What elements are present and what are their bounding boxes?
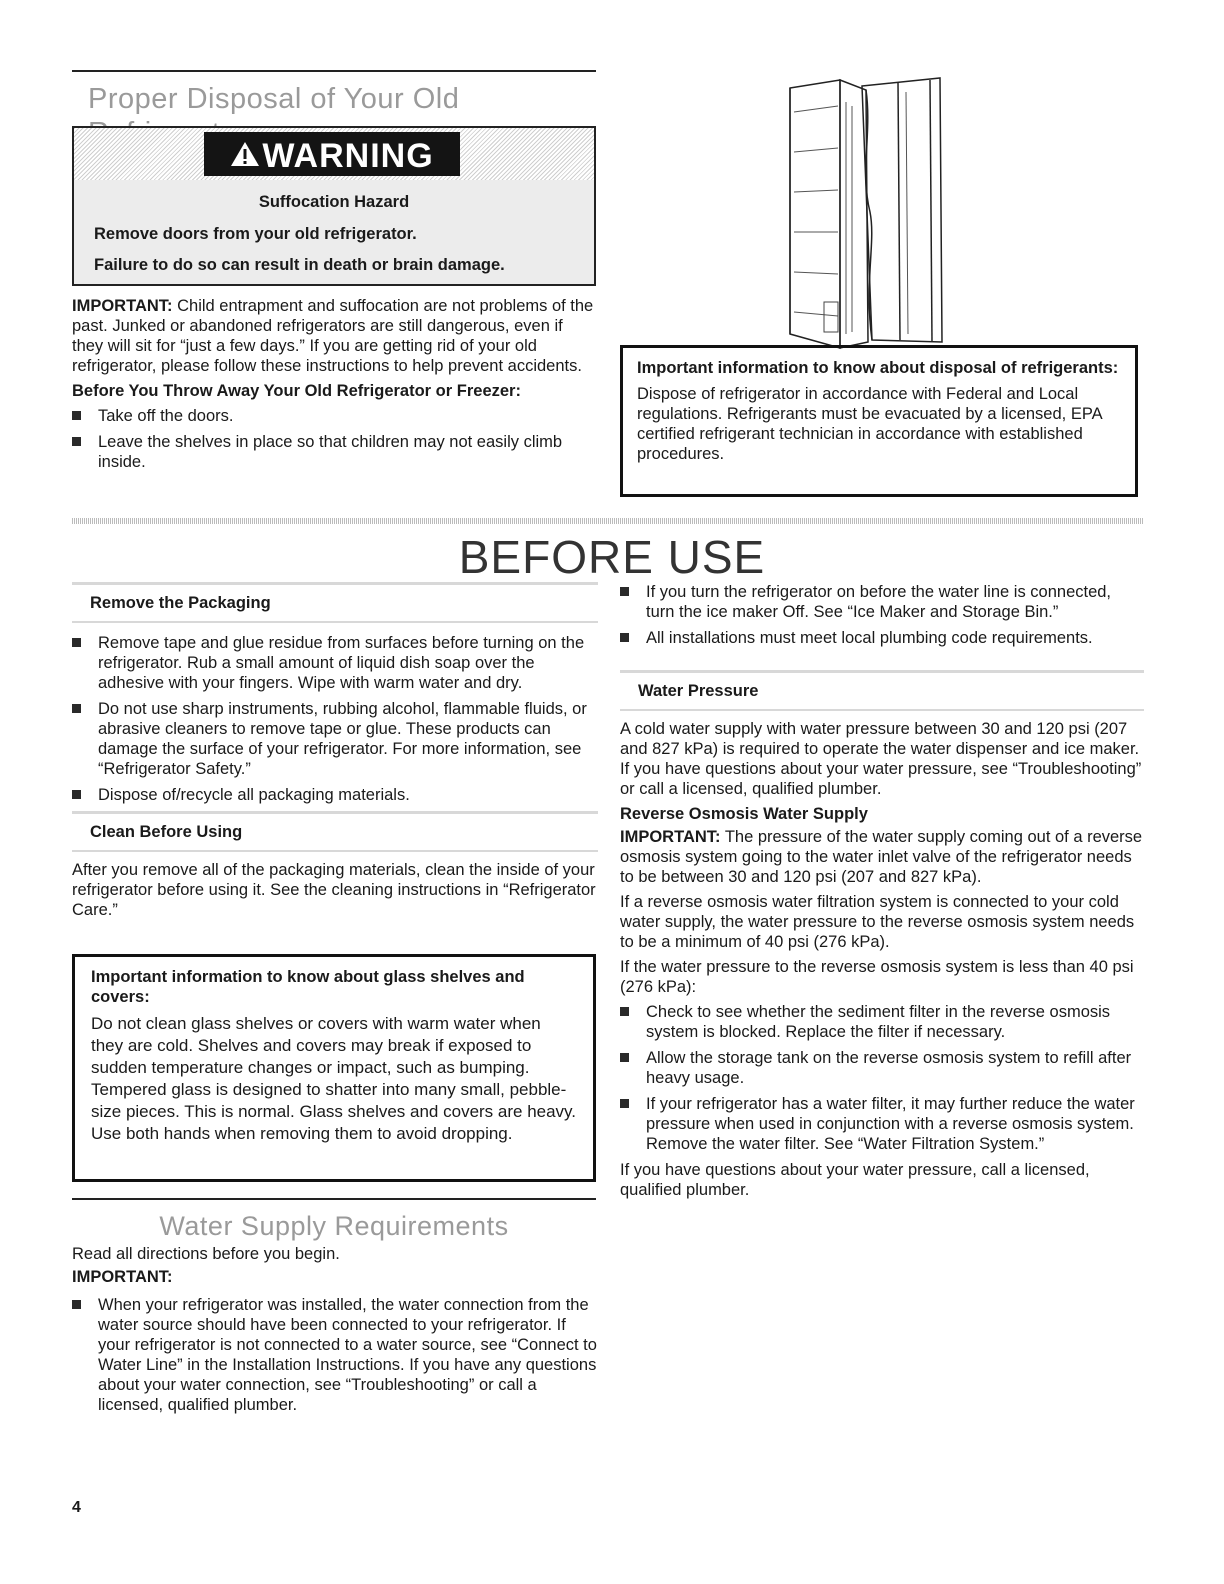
warning-line1: Remove doors from your old refrigerator. [94,225,417,243]
water-supply-title: Water Supply Requirements [159,1211,509,1241]
clean-before-heading: Clean Before Using [90,823,243,841]
disposal-title-rule [72,70,596,72]
ro-paragraph-3: If the water pressure to the reverse osmosis system is less than 40 psi (276 kPa): [620,958,1134,996]
disposal-important [72,296,598,376]
disposal-bullets [72,406,598,472]
warning-hazard: Suffocation Hazard [258,193,410,211]
water-pressure-closing: If you have questions about your water pressure, call a licensed, qualified plumber. [620,1161,1090,1199]
list-item: When your refrigerator was installed, the water connection from the water source should have been connected to your refrigerator. If your refrigerator is not connected to a water source, see “Connect to Water Line” in the Installation Instructions. If you have any questions about your water connection, see “Troubleshooting” or call a licensed, qualified plumber. [72,1295,598,1415]
water-supply-body [72,1244,598,1421]
page-number: 4 [72,1499,81,1516]
packaging-bullets [72,633,598,805]
list-item: Take off the doors. [72,406,598,426]
ro-heading: Reverse Osmosis Water Supply [620,805,868,823]
ro-important-label: IMPORTANT: [620,828,721,846]
refrigerant-text: Dispose of refrigerator in accordance with Federal and Local regulations. Refrigerants must be evacuated by a licensed, EPA certified refrigerant technician in accordance with established procedures. [637,385,1102,463]
list-item: Remove tape and glue residue from surfaces before turning on the refrigerator. Rub a small amount of liquid dish soap over the adhesive with your fingers. Wipe with warm water and dry. [72,633,598,693]
before-use-title: BEFORE USE [458,531,766,583]
refrigerant-info-box [620,345,1138,497]
clean-before-text: After you remove all of the packaging materials, clean the inside of your refrigerator before using it. See the cleaning instructions in “Refrigerator Care.” [72,861,596,919]
warning-banner-text: WARNING [262,137,434,176]
disposal-title: Proper Disposal of Your Old [88,83,460,115]
disposal-body [72,296,598,478]
refrigerator-icon [780,72,960,362]
glass-heading: Important information to know about glass shelves and covers: [91,968,525,1006]
before-throw-heading: Before You Throw Away Your Old Refrigerator or Freezer: [72,382,521,400]
warning-triangle-icon [230,134,260,178]
list-item: Do not use sharp instruments, rubbing alcohol, flammable fluids, or abrasive cleaners to remove tape or glue. These products can damage the surface of your refrigerator. For more information, see “Refrigerator Safety.” [72,699,598,779]
water-supply-important: IMPORTANT: [72,1268,173,1286]
warning-banner [204,132,460,176]
important-text: Child entrapment and suffocation are not problems of the past. Junked or abandoned refrigerators are still dangerous, even if they will sit for “just a few days.” If you are getting rid of your old refrigerator, please follow these instructions to help prevent accidents. [72,297,594,375]
list-item: All installations must meet local plumbing code requirements. [620,628,1144,648]
list-item: If you turn the refrigerator on before the water line is connected, turn the ice maker Off. See “Ice Maker and Storage Bin.” [620,582,1144,622]
refrigerant-heading: Important information to know about disposal of refrigerants: [637,359,1119,377]
warning-line2: Failure to do so can result in death or brain damage. [94,256,505,274]
water-pressure-text: A cold water supply with water pressure between 30 and 120 psi (207 and 827 kPa) is required to operate the water dispenser and ice maker. If you have questions about your water pressure, see “Troubleshooting” or call a licensed, qualified plumber. [620,720,1142,798]
refrigerator-illustration [780,72,960,362]
water-supply-intro: Read all directions before you begin. [72,1245,340,1263]
list-item: Allow the storage tank on the reverse osmosis system to refill after heavy usage. [620,1048,1144,1088]
water-supply-bullets-continued [620,582,1144,648]
ro-paragraph-2: If a reverse osmosis water filtration system is connected to your cold water supply, the water pressure to the reverse osmosis system needs to be a minimum of 40 psi (276 kPa). [620,893,1135,951]
ro-important-text: The pressure of the water supply coming out of a reverse osmosis system going to the water inlet valve of the refrigerator needs to be between 30 and 120 psi (207 and 827 kPa). [620,828,1143,886]
list-item: Dispose of/recycle all packaging materials. [72,785,598,805]
left-column [72,582,598,925]
ro-bullets [620,1002,1144,1154]
water-supply-bullets [72,1295,598,1415]
water-pressure-header [620,670,1144,711]
remove-packaging-header [72,582,598,623]
section-divider [72,518,1144,524]
clean-before-header [72,811,598,852]
right-column [620,582,1144,1205]
glass-text: Do not clean glass shelves or covers with warm water when they are cold. Shelves and covers may break if exposed to sudden temperature changes or impact, such as bumping. Tempered glass is designed to shatter into many small, pebble-size pieces. This is normal. Glass shelves and covers are heavy. Use both hands when removing them to avoid dropping. [91,1014,577,1143]
glass-info-box [72,954,596,1182]
list-item: If your refrigerator has a water filter, it may further reduce the water pressure when used in conjunction with a reverse osmosis system. Remove the water filter. See “Water Filtration System.” [620,1094,1144,1154]
important-label: IMPORTANT: [72,297,173,315]
ro-important [620,827,1144,887]
water-supply-rule [72,1198,596,1200]
list-item: Leave the shelves in place so that children may not easily climb inside. [72,432,598,472]
list-item: Check to see whether the sediment filter in the reverse osmosis system is blocked. Replace the filter if necessary. [620,1002,1144,1042]
remove-packaging-heading: Remove the Packaging [90,594,271,612]
warning-box [72,126,596,286]
water-pressure-heading: Water Pressure [638,682,759,700]
